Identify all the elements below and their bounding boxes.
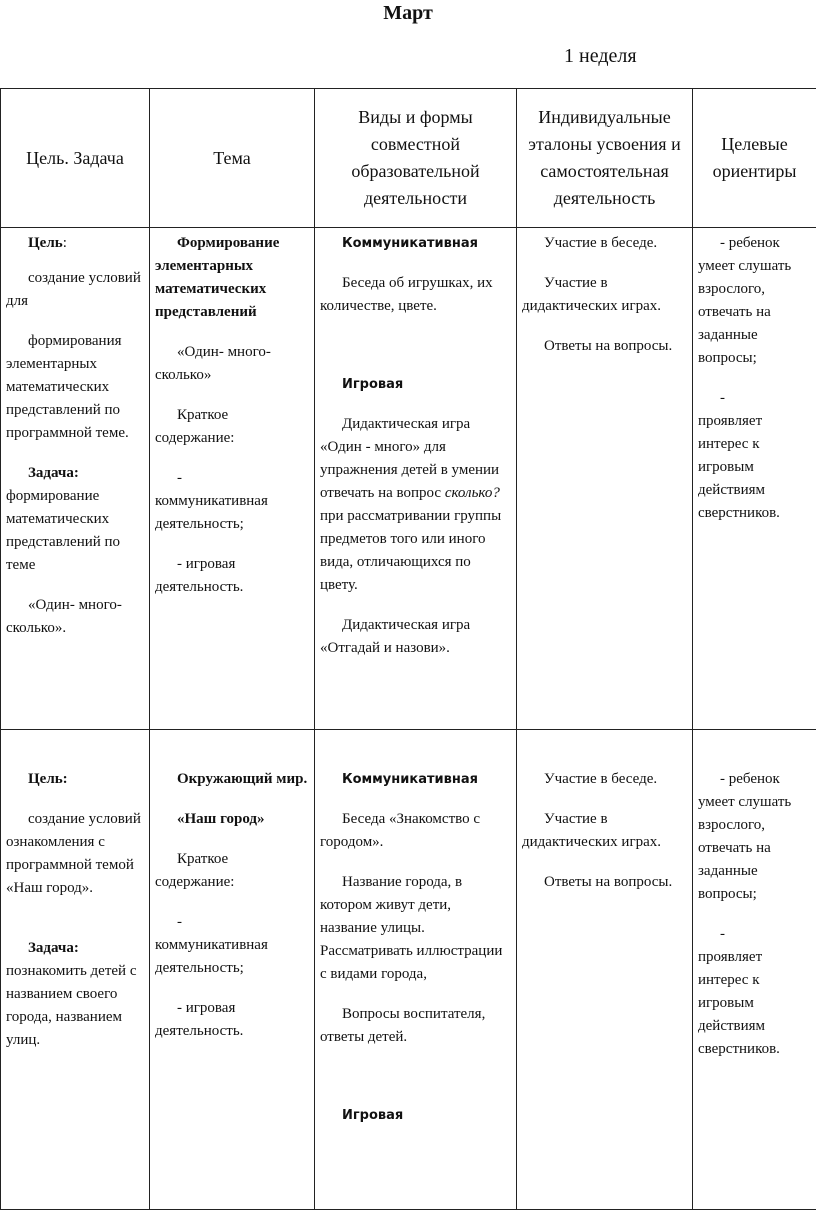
- theme-topic: «Наш город»: [155, 808, 309, 831]
- activity-cell: [315, 228, 517, 730]
- table-row: [1, 730, 816, 1210]
- individual-item-2: Участие в дидактических играх.: [522, 272, 687, 318]
- task-text: познакомить детей с названием своего города, названием улиц.: [6, 960, 144, 1052]
- theme-topic: «Один- много-сколько»: [155, 341, 309, 387]
- activity-comm-label: Коммуникативная: [320, 232, 511, 255]
- goal-label: Цель: [28, 235, 63, 251]
- page-title: Март: [0, 2, 816, 25]
- individual-item: Участие в беседе.: [522, 768, 687, 791]
- task-topic: «Один- много-сколько».: [6, 594, 144, 640]
- goal-text: создание условий ознакомления с программной темой «Наш город».: [6, 808, 144, 900]
- goal-text-2: формирования элементарных математических представлений по программной теме.: [6, 330, 144, 445]
- individual-cell: [517, 228, 693, 730]
- target-item: - ребенок умеет слушать взрослого, отвечать на заданные вопросы;: [698, 232, 811, 370]
- targets-cell: [693, 228, 816, 730]
- table-row: [1, 228, 816, 730]
- target-dash: -: [698, 923, 811, 946]
- game-text-part: Дидактическая игра «Один - много» для упражнения детей в умении отвечать на вопрос: [320, 416, 499, 501]
- activity-game-text-2: Дидактическая игра «Отгадай и назови».: [320, 614, 511, 660]
- game-text-part-2: при рассматривании группы предметов того или иного вида, отличающихся по цвету.: [320, 508, 501, 593]
- task-label: Задача:: [6, 462, 79, 485]
- column-header-goal: Цель. Задача: [1, 89, 150, 228]
- target-dash: -: [698, 387, 811, 410]
- activity-cell: [315, 730, 517, 1210]
- theme-item: коммуникативная деятельность;: [155, 490, 309, 536]
- task-text: формирование математических представлений по теме: [6, 485, 144, 577]
- goal-cell: [1, 228, 150, 730]
- theme-cell: [150, 730, 315, 1210]
- theme-dash: -: [155, 467, 309, 490]
- individual-cell: [517, 730, 693, 1210]
- individual-item-3: Ответы на вопросы.: [522, 335, 687, 358]
- activity-comm-text-2: Название города, в котором живут дети, название улицы. Рассматривать иллюстрации с видами города,: [320, 871, 511, 986]
- activity-comm-text: Беседа об игрушках, их количестве, цвете.: [320, 272, 511, 318]
- theme-summary: Краткое содержание:: [155, 848, 309, 894]
- column-header-activity: Виды и формы совместной образовательной деятельности: [315, 89, 517, 228]
- individual-item: Участие в беседе.: [522, 232, 687, 255]
- activity-game-label: Игровая: [320, 373, 511, 396]
- target-item-2: проявляет интерес к игровым действиям сверстников.: [698, 946, 811, 1061]
- goal-text: создание условий для: [6, 267, 144, 313]
- column-header-individual: Индивидуальные эталоны усвоения и самостоятельная деятельность: [517, 89, 693, 228]
- target-item: - ребенок умеет слушать взрослого, отвечать на заданные вопросы;: [698, 768, 811, 906]
- theme-item-2: - игровая деятельность.: [155, 997, 309, 1043]
- column-header-theme: Тема: [150, 89, 315, 228]
- target-item-2: проявляет интерес к игровым действиям сверстников.: [698, 410, 811, 525]
- targets-cell: [693, 730, 816, 1210]
- activity-game-label: Игровая: [320, 1104, 511, 1127]
- table-header-row: [1, 89, 816, 228]
- theme-dash: -: [155, 911, 309, 934]
- activity-game-text: [320, 413, 511, 597]
- goal-cell: [1, 730, 150, 1210]
- theme-item-2: - игровая деятельность.: [155, 553, 309, 599]
- theme-title: Окружающий мир.: [155, 768, 309, 791]
- goal-colon: :: [63, 235, 67, 251]
- theme-cell: [150, 228, 315, 730]
- individual-item-3: Ответы на вопросы.: [522, 871, 687, 894]
- theme-summary: Краткое содержание:: [155, 404, 309, 450]
- activity-comm-label: Коммуникативная: [320, 768, 511, 791]
- activity-comm-text: Беседа «Знакомство с городом».: [320, 808, 511, 854]
- task-label: Задача:: [6, 937, 144, 960]
- individual-item-2: Участие в дидактических играх.: [522, 808, 687, 854]
- goal-label: Цель:: [6, 768, 144, 791]
- week-label: 1 неделя: [564, 45, 637, 68]
- theme-title: Формирование элементарных математических представлений: [155, 232, 309, 324]
- game-text-italic: сколько?: [445, 485, 500, 501]
- column-header-targets: Целевые ориентиры: [693, 89, 816, 228]
- theme-item: коммуникативная деятельность;: [155, 934, 309, 980]
- plan-table: [0, 88, 816, 1210]
- activity-comm-text-3: Вопросы воспитателя, ответы детей.: [320, 1003, 511, 1049]
